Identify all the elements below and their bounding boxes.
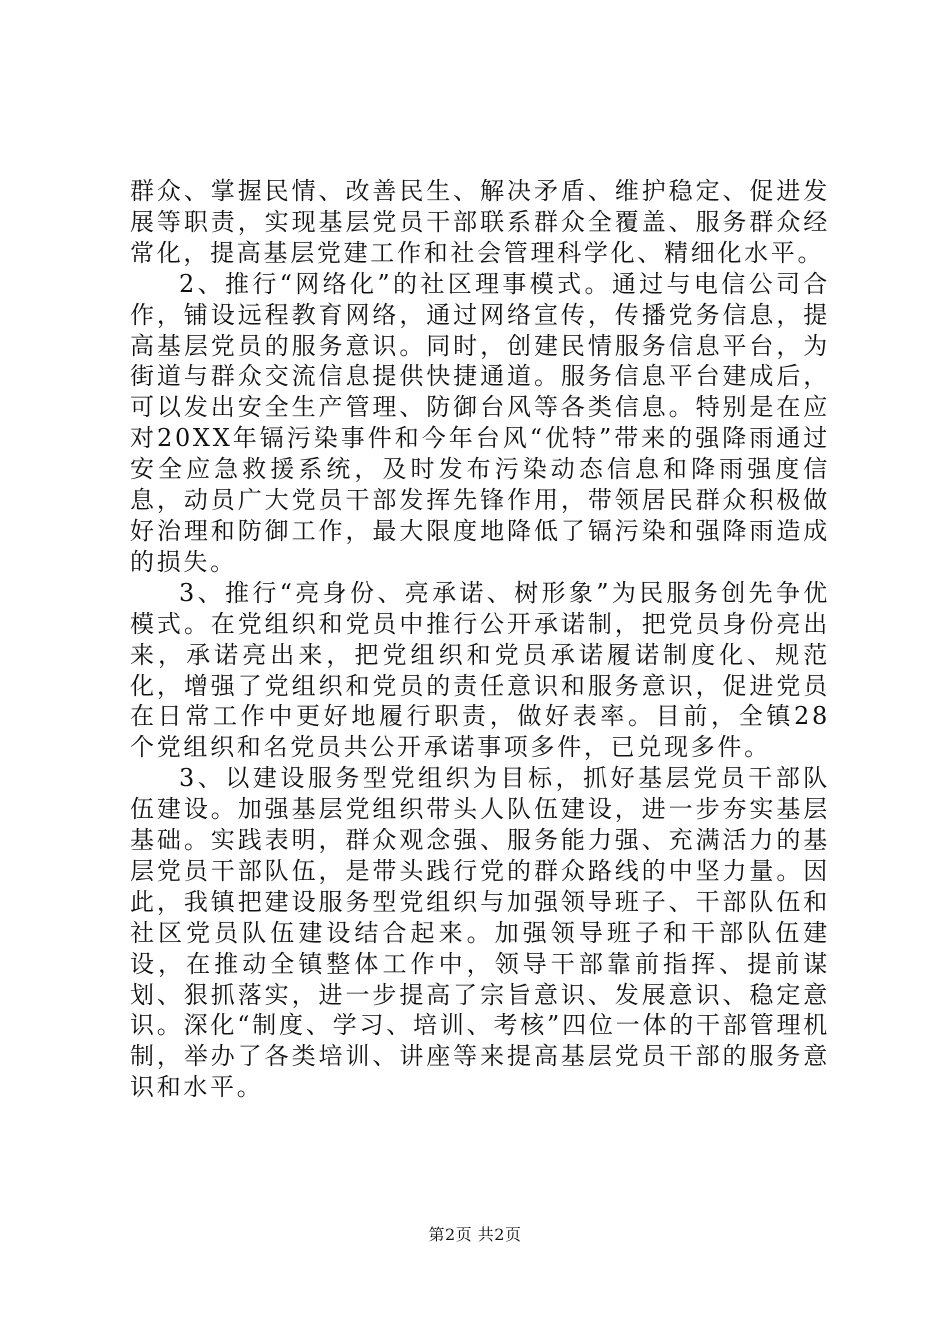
document-body (130, 176, 830, 1103)
paragraph-2: 2、推行“网络化”的社区理事模式。通过与电信公司合作，铺设远程教育网络，通过网络宣传，传播党务信息，提高基层党员的服务意识。同时，创建民情服务信息平台，为街道与群众交流信息提供快捷通道。服务信息平台建成后，可以发出安全生产管理、防御台风等各类信息。特别是在应对20XX年镉污染事件和今年台风“优特”带来的强降雨通过安全应急救援系统，及时发布污染动态信息和降雨强度信息，动员广大党员干部发挥先锋作用，带领居民群众积极做好治理和防御工作，最大限度地降低了镉污染和强降雨造成的损失。 (130, 269, 830, 576)
page-footer: 第2页 共2页 (428, 1225, 522, 1244)
paragraph-1: 群众、掌握民情、改善民生、解决矛盾、维护稳定、促进发展等职责，实现基层党员干部联系群众全覆盖、服务群众经常化，提高基层党建工作和社会管理科学化、精细化水平。 (130, 177, 830, 267)
paragraph-4: 3、以建设服务型党组织为目标，抓好基层党员干部队伍建设。加强基层党组织带头人队伍建设，进一步夯实基层基础。实践表明，群众观念强、服务能力强、充满活力的基层党员干部队伍，是带头践行党的群众路线的中坚力量。因此，我镇把建设服务型党组织与加强领导班子、干部队伍和社区党员队伍建设结合起来。加强领导班子和干部队伍建设，在推动全镇整体工作中，领导干部靠前指挥、提前谋划、狠抓落实，进一步提高了宗旨意识、发展意识、稳定意识。深化“制度、学习、培训、考核”四位一体的干部管理机制，举办了各类培训、讲座等来提高基层党员干部的服务意识和水平。 (130, 764, 830, 1102)
paragraph-3: 3、推行“亮身份、亮承诺、树形象”为民服务创先争优模式。在党组织和党员中推行公开承诺制，把党员身份亮出来，承诺亮出来，把党组织和党员承诺履诺制度化、规范化，增强了党组织和党员的责任意识和服务意识，促进党员在日常工作中更好地履行职责，做好表率。目前，全镇28个党组织和名党员共公开承诺事项多件，已兑现多件。 (130, 578, 830, 762)
